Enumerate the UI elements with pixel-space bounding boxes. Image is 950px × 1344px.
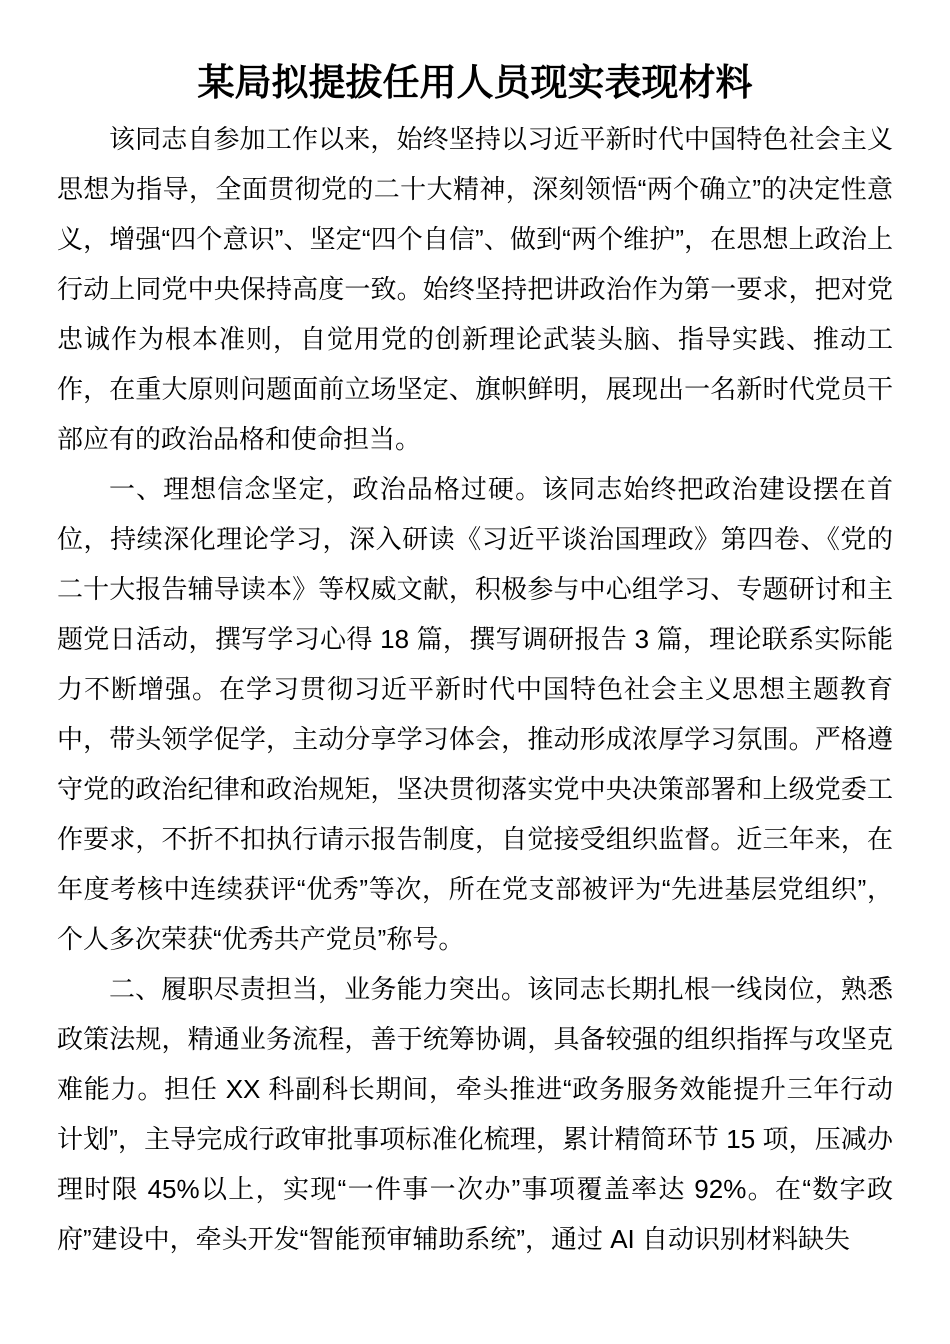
document-title: 某局拟提拔任用人员现实表现材料 [197, 62, 753, 103]
paragraph-section-2: 二、履职尽责担当，业务能力突出。该同志长期扎根一线岗位，熟悉政策法规，精通业务流程，善于统筹协调，具备较强的组织指挥与攻坚克难能力。担任 XX 科副科长期间，牵头推进“政务服务效能提升三年行动计划”，主导完成行政审批事项标准化梳理，累计精简环节 15 项，压减办理时限 45%以上，实现“一件事一次办”事项覆盖率达 92%。在“数字政府”建设中，牵头开发“智能预审辅助系统”，通过 AI 自动识别材料缺失 [57, 974, 893, 1254]
paragraph-section-1: 一、理想信念坚定，政治品格过硬。该同志始终把政治建设摆在首位，持续深化理论学习，深入研读《习近平谈治国理政》第四卷、《党的二十大报告辅导读本》等权威文献，积极参与中心组学习、专题研讨和主题党日活动，撰写学习心得 18 篇，撰写调研报告 3 篇，理论联系实际能力不断增强。在学习贯彻习近平新时代中国特色社会主义思想主题教育中，带头领学促学，主动分享学习体会，推动形成浓厚学习氛围。严格遵守党的政治纪律和政治规矩，坚决贯彻落实党中央决策部署和上级党委工作要求，不折不扣执行请示报告制度，自觉接受组织监督。近三年来，在年度考核中连续获评“优秀”等次，所在党支部被评为“先进基层党组织”，个人多次荣获“优秀共产党员”称号。 [57, 474, 893, 954]
paragraph-intro: 该同志自参加工作以来，始终坚持以习近平新时代中国特色社会主义思想为指导，全面贯彻党的二十大精神，深刻领悟“两个确立”的决定性意义，增强“四个意识”、坚定“四个自信”、做到“两个维护”，在思想上政治上行动上同党中央保持高度一致。始终坚持把讲政治作为第一要求，把对党忠诚作为根本准则，自觉用党的创新理论武装头脑、指导实践、推动工作，在重大原则问题面前立场坚定、旗帜鲜明，展现出一名新时代党员干部应有的政治品格和使命担当。 [57, 124, 893, 454]
